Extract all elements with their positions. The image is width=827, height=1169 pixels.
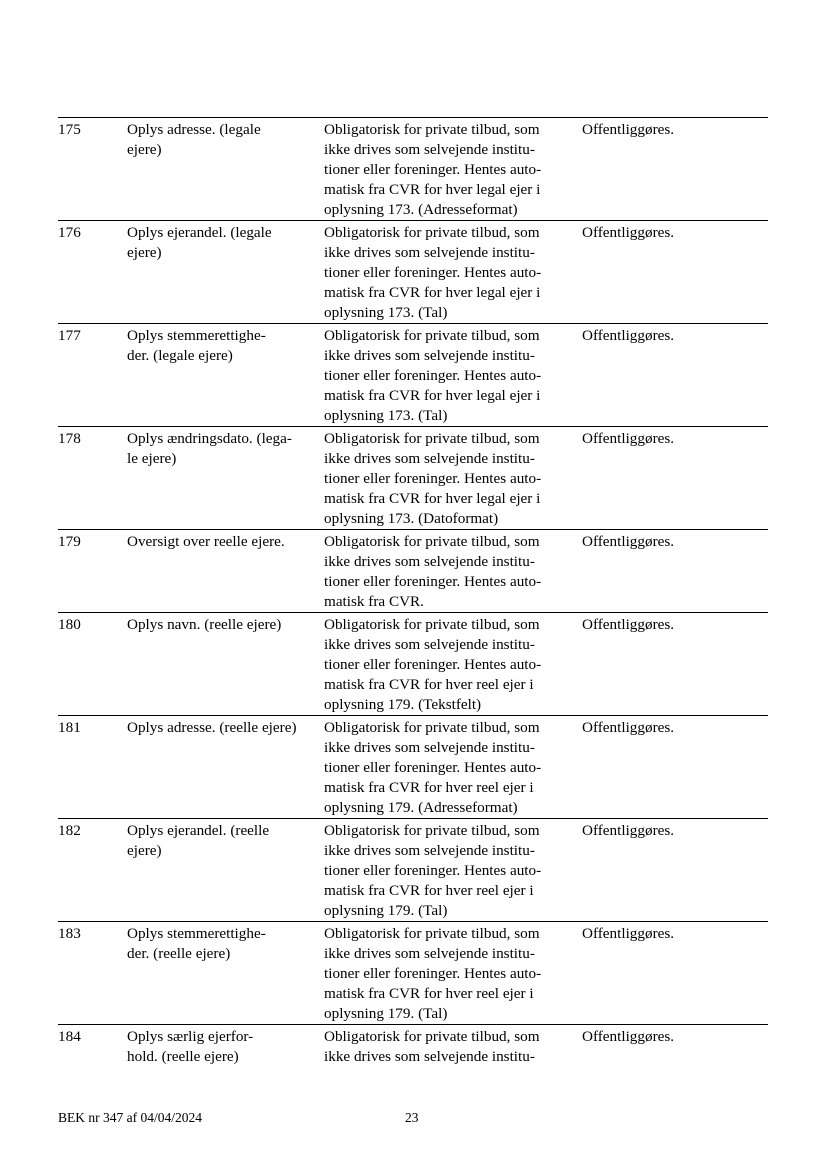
row-publication: Offentliggøres. (582, 427, 768, 530)
table-row (58, 118, 768, 221)
requirement-line: oplysning 179. (Tal) (324, 902, 448, 919)
row-description (127, 819, 324, 922)
requirement-line: Obligatorisk for private tilbud, som (324, 327, 540, 344)
requirement-line: ikke drives som selvejende institu- (324, 636, 535, 653)
row-requirement (324, 427, 582, 530)
requirement-line: ikke drives som selvejende institu- (324, 842, 535, 859)
requirement-line: ikke drives som selvejende institu- (324, 945, 535, 962)
row-publication: Offentliggøres. (582, 716, 768, 819)
table-row (58, 221, 768, 324)
requirements-table (58, 117, 768, 1073)
requirement-line: oplysning 173. (Tal) (324, 407, 448, 424)
description-line: der. (reelle ejere) (127, 945, 231, 962)
description-line: Oversigt over reelle ejere. (127, 533, 285, 550)
row-requirement (324, 819, 582, 922)
row-publication: Offentliggøres. (582, 1025, 768, 1074)
requirement-line: matisk fra CVR for hver legal ejer i (324, 490, 541, 507)
row-number: 179 (58, 530, 127, 613)
requirement-line: tioner eller foreninger. Hentes auto- (324, 573, 542, 590)
description-line: Oplys stemmerettighe- (127, 925, 266, 942)
table-row (58, 530, 768, 613)
row-publication: Offentliggøres. (582, 221, 768, 324)
requirement-line: matisk fra CVR for hver legal ejer i (324, 181, 541, 198)
description-line: Oplys adresse. (reelle ejere) (127, 719, 297, 736)
row-requirement (324, 118, 582, 221)
requirement-line: matisk fra CVR for hver reel ejer i (324, 985, 534, 1002)
description-line: Oplys stemmerettighe- (127, 327, 266, 344)
requirement-line: ikke drives som selvejende institu- (324, 450, 535, 467)
description-line: der. (legale ejere) (127, 347, 233, 364)
row-description (127, 922, 324, 1025)
table-row (58, 427, 768, 530)
requirement-line: matisk fra CVR for hver reel ejer i (324, 676, 534, 693)
requirement-line: Obligatorisk for private tilbud, som (324, 616, 540, 633)
requirement-line: Obligatorisk for private tilbud, som (324, 533, 540, 550)
row-description (127, 324, 324, 427)
requirement-line: tioner eller foreninger. Hentes auto- (324, 862, 542, 879)
requirement-line: Obligatorisk for private tilbud, som (324, 925, 540, 942)
description-line: Oplys ændringsdato. (lega- (127, 430, 292, 447)
row-description (127, 221, 324, 324)
requirement-line: tioner eller foreninger. Hentes auto- (324, 161, 542, 178)
row-publication: Offentliggøres. (582, 613, 768, 716)
requirement-line: matisk fra CVR for hver reel ejer i (324, 779, 534, 796)
row-publication: Offentliggøres. (582, 819, 768, 922)
table-row (58, 1025, 768, 1074)
row-number: 177 (58, 324, 127, 427)
row-description (127, 1025, 324, 1074)
table-row (58, 613, 768, 716)
row-description (127, 118, 324, 221)
table-row (58, 922, 768, 1025)
requirement-line: ikke drives som selvejende institu- (324, 141, 535, 158)
row-number: 184 (58, 1025, 127, 1074)
row-requirement (324, 324, 582, 427)
row-number: 178 (58, 427, 127, 530)
requirement-line: matisk fra CVR for hver legal ejer i (324, 284, 541, 301)
row-number: 180 (58, 613, 127, 716)
row-requirement (324, 221, 582, 324)
row-requirement (324, 530, 582, 613)
row-description (127, 530, 324, 613)
requirement-line: oplysning 179. (Tal) (324, 1005, 448, 1022)
row-description (127, 613, 324, 716)
row-publication: Offentliggøres. (582, 922, 768, 1025)
requirement-line: tioner eller foreninger. Hentes auto- (324, 759, 542, 776)
description-line: ejere) (127, 141, 162, 158)
description-line: ejere) (127, 842, 162, 859)
requirement-line: tioner eller foreninger. Hentes auto- (324, 264, 542, 281)
description-line: Oplys særlig ejerfor- (127, 1028, 254, 1045)
requirement-line: ikke drives som selvejende institu- (324, 244, 535, 261)
requirement-line: tioner eller foreninger. Hentes auto- (324, 656, 542, 673)
requirement-line: Obligatorisk for private tilbud, som (324, 121, 540, 138)
requirement-line: tioner eller foreninger. Hentes auto- (324, 965, 542, 982)
requirement-line: ikke drives som selvejende institu- (324, 553, 535, 570)
requirement-line: tioner eller foreninger. Hentes auto- (324, 470, 542, 487)
row-publication: Offentliggøres. (582, 530, 768, 613)
row-publication: Offentliggøres. (582, 324, 768, 427)
page-number: 23 (405, 1110, 419, 1125)
table-row (58, 324, 768, 427)
requirement-line: ikke drives som selvejende institu- (324, 347, 535, 364)
row-requirement (324, 716, 582, 819)
description-line: Oplys adresse. (legale (127, 121, 261, 138)
requirement-line: Obligatorisk for private tilbud, som (324, 1028, 540, 1045)
row-requirement (324, 1025, 582, 1074)
requirement-line: oplysning 179. (Adresseformat) (324, 799, 518, 816)
row-publication: Offentliggøres. (582, 118, 768, 221)
row-number: 183 (58, 922, 127, 1025)
description-line: Oplys ejerandel. (legale (127, 224, 272, 241)
row-number: 175 (58, 118, 127, 221)
row-description (127, 716, 324, 819)
description-line: Oplys navn. (reelle ejere) (127, 616, 282, 633)
row-description (127, 427, 324, 530)
description-line: ejere) (127, 244, 162, 261)
description-line: Oplys ejerandel. (reelle (127, 822, 270, 839)
requirement-line: matisk fra CVR for hver reel ejer i (324, 882, 534, 899)
table-row (58, 819, 768, 922)
footer-reference: BEK nr 347 af 04/04/2024 (58, 1110, 202, 1125)
table-body (58, 118, 768, 1074)
row-number: 182 (58, 819, 127, 922)
requirement-line: tioner eller foreninger. Hentes auto- (324, 367, 542, 384)
requirement-line: oplysning 173. (Tal) (324, 304, 448, 321)
row-number: 176 (58, 221, 127, 324)
requirement-line: Obligatorisk for private tilbud, som (324, 430, 540, 447)
row-number: 181 (58, 716, 127, 819)
row-requirement (324, 613, 582, 716)
requirement-line: matisk fra CVR. (324, 593, 424, 610)
table-row (58, 716, 768, 819)
row-requirement (324, 922, 582, 1025)
requirement-line: oplysning 173. (Adresseformat) (324, 201, 518, 218)
requirement-line: Obligatorisk for private tilbud, som (324, 822, 540, 839)
requirement-line: oplysning 173. (Datoformat) (324, 510, 499, 527)
requirement-line: Obligatorisk for private tilbud, som (324, 719, 540, 736)
requirement-line: matisk fra CVR for hver legal ejer i (324, 387, 541, 404)
requirement-line: ikke drives som selvejende institu- (324, 739, 535, 756)
description-line: hold. (reelle ejere) (127, 1048, 239, 1065)
description-line: le ejere) (127, 450, 177, 467)
requirement-line: oplysning 179. (Tekstfelt) (324, 696, 482, 713)
requirement-line: Obligatorisk for private tilbud, som (324, 224, 540, 241)
requirement-line: ikke drives som selvejende institu- (324, 1048, 535, 1065)
